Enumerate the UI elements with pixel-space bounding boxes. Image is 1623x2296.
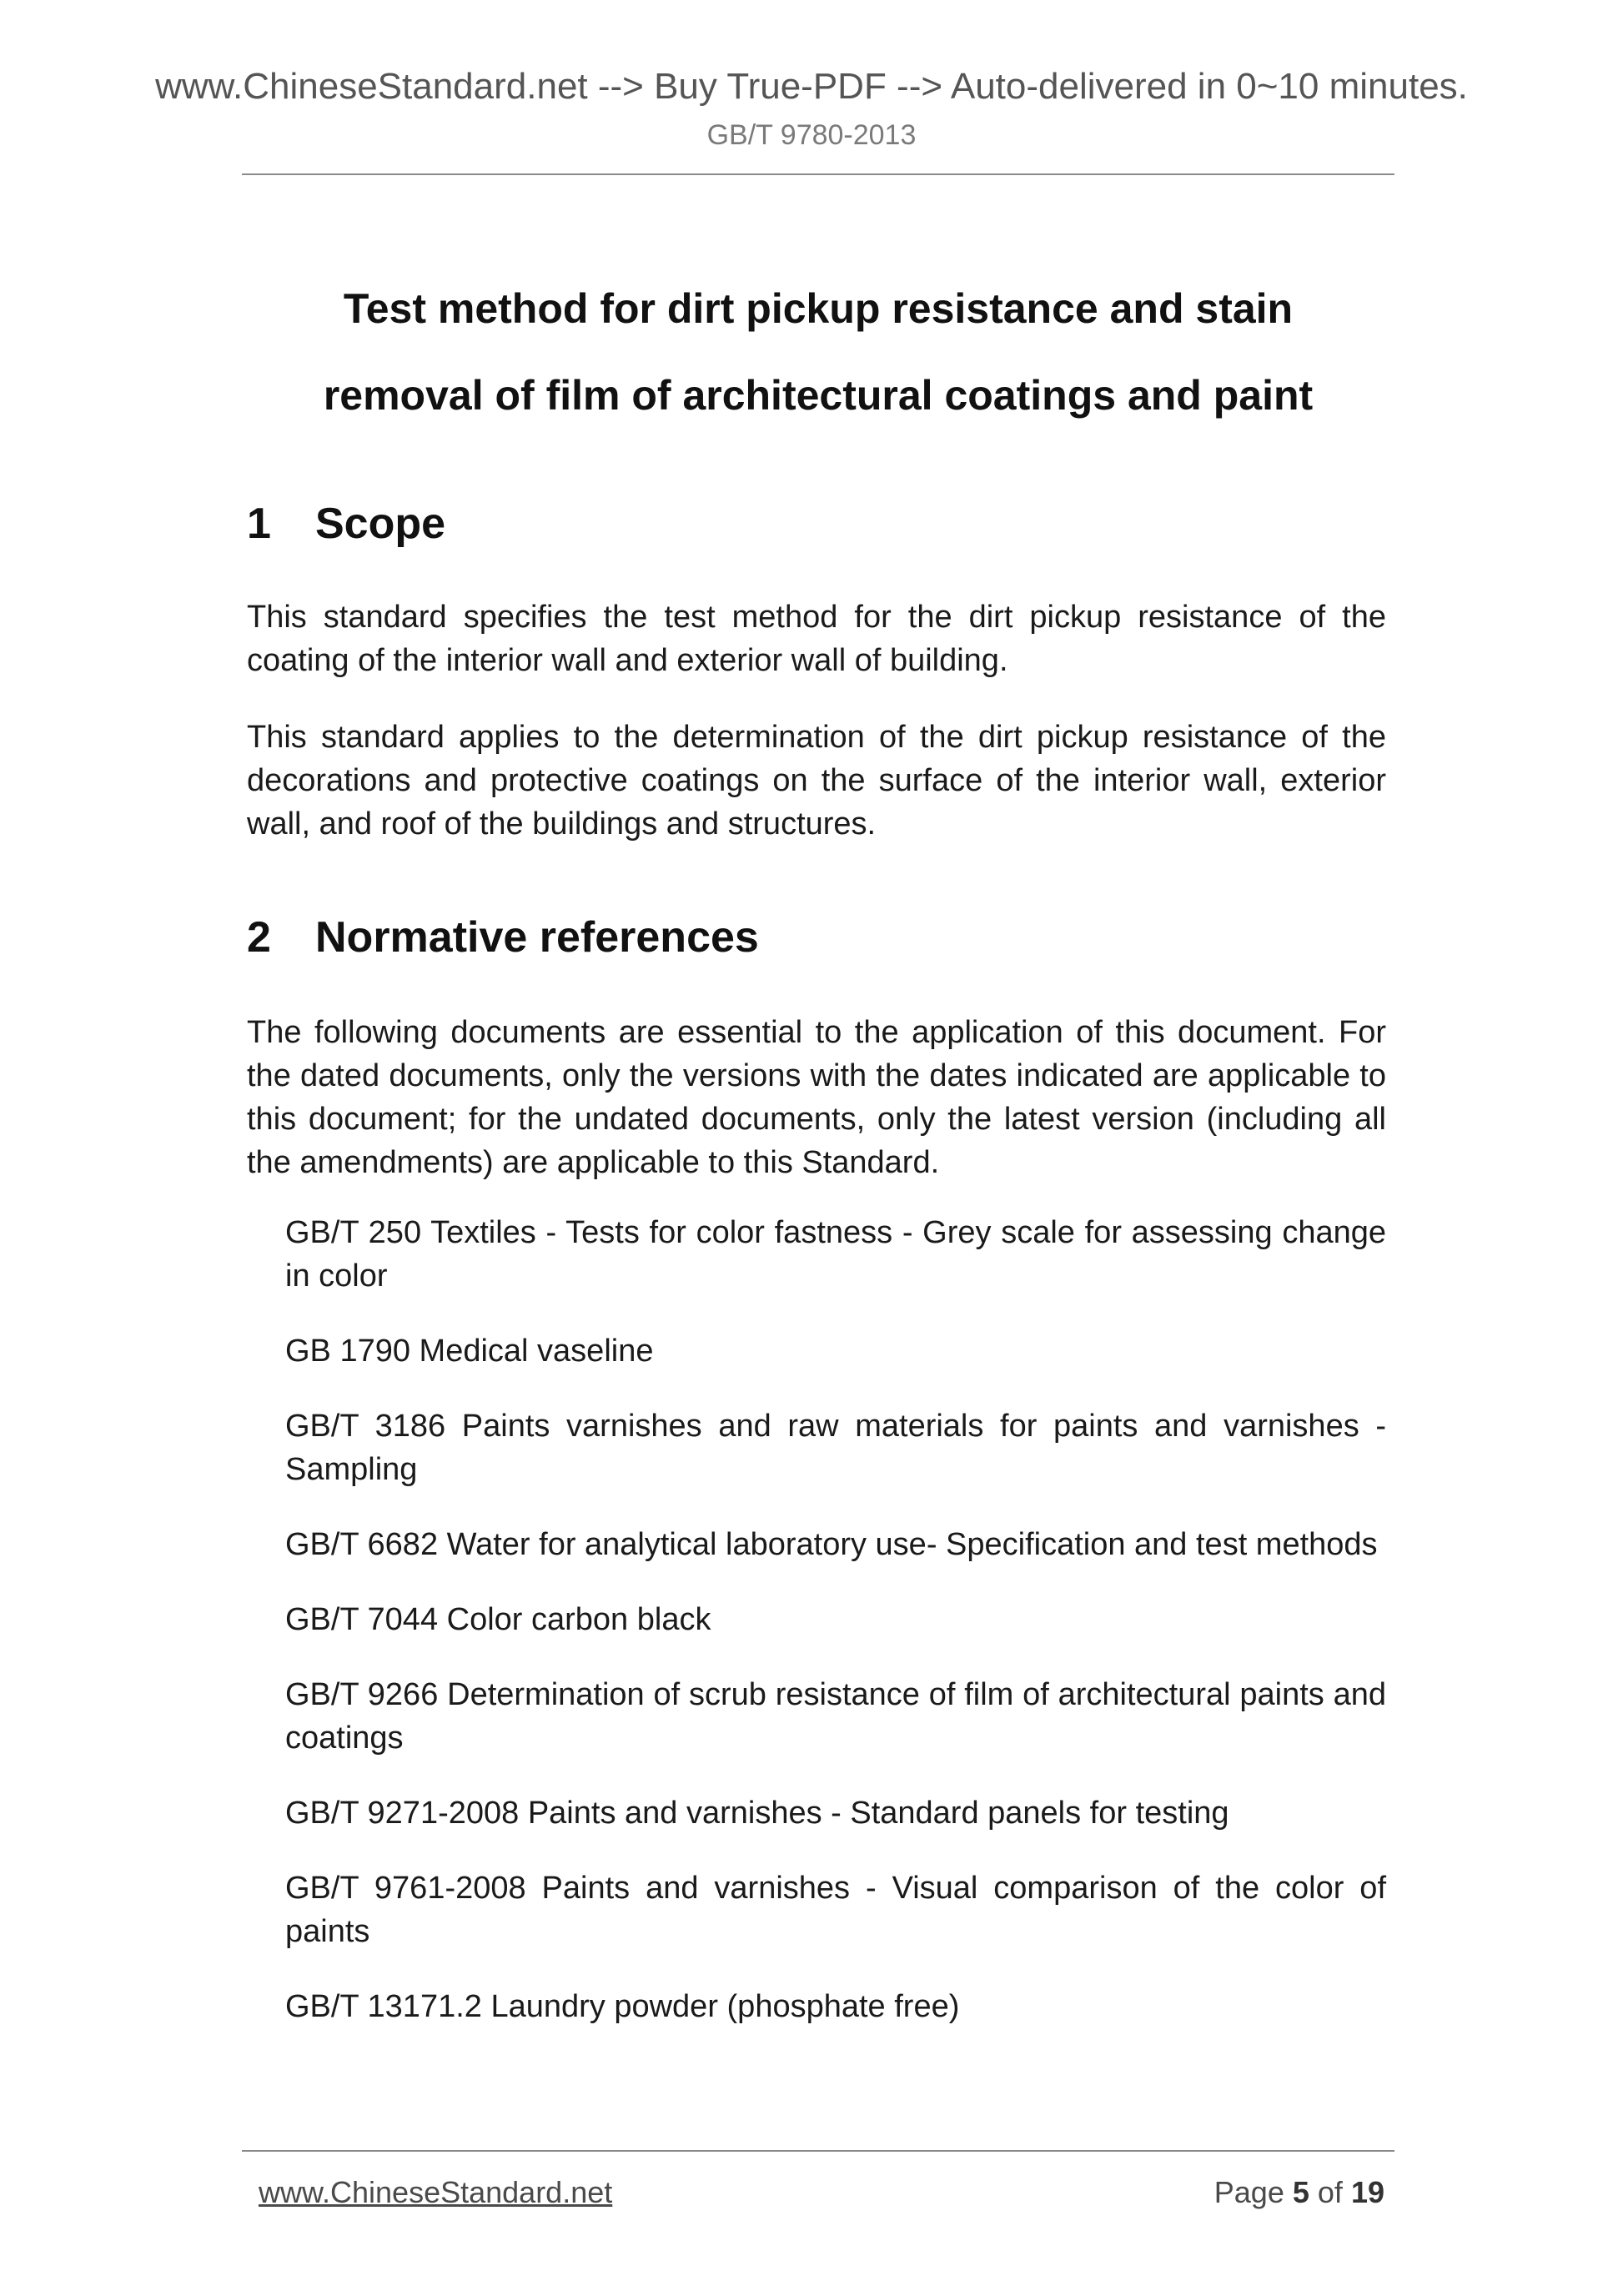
page-number	[1214, 2173, 1384, 2212]
reference-item: GB/T 3186 Paints varnishes and raw materials for paints and varnishes - Sampling	[285, 1409, 1386, 1487]
document-title-line-1: Test method for dirt pickup resistance and stain	[343, 285, 1294, 332]
reference-item: GB/T 9761-2008 Paints and varnishes - Visual comparison of the color of paints	[285, 1871, 1386, 1949]
header-banner[interactable]: www.ChineseStandard.net --> Buy True-PDF --> Auto-delivered in 0~10 minutes.	[155, 66, 1468, 107]
scope-paragraph-1: This standard specifies the test method for the dirt pickup resistance of the coating of the interior wall and exterior wall of building.	[247, 600, 1386, 678]
section-number: 2	[247, 913, 271, 962]
document-title-line-2: removal of film of architectural coatings and paint	[323, 372, 1314, 419]
section-title: Scope	[315, 500, 446, 548]
page-of: of	[1317, 2175, 1343, 2209]
footer-site-link[interactable]: www.ChineseStandard.net	[259, 2175, 613, 2209]
standard-code: GB/T 9780-2013	[706, 119, 917, 151]
reference-item: GB/T 6682 Water for analytical laboratory use- Specification and test methods	[285, 1527, 1378, 1562]
section-heading-normative-references	[247, 911, 759, 964]
page-prefix: Page	[1213, 2175, 1284, 2209]
header-divider	[242, 173, 1394, 175]
reference-item: GB/T 9271-2008 Paints and varnishes - Standard panels for testing	[285, 1796, 1229, 1831]
reference-item: GB/T 13171.2 Laundry powder (phosphate free)	[285, 1989, 960, 2024]
page-current: 5	[1292, 2175, 1309, 2209]
section-number: 1	[247, 500, 271, 548]
reference-item: GB/T 9266 Determination of scrub resistance of film of architectural paints and coatings	[285, 1677, 1386, 1756]
section-title: Normative references	[315, 913, 759, 962]
normative-intro-paragraph: The following documents are essential to the application of this document. For the dated documents, only the versions with the dates indicated are applicable to this document; for the undated documents, only the latest version (including all the amendments) are applicable to this Standard.	[247, 1015, 1386, 1180]
reference-item: GB 1790 Medical vaseline	[285, 1334, 654, 1369]
scope-paragraph-2: This standard applies to the determination of the dirt pickup resistance of the decorations and protective coatings on the surface of the interior wall, exterior wall, and roof of the buildings and structures.	[247, 720, 1386, 842]
footer-divider	[242, 2150, 1394, 2152]
reference-item: GB/T 250 Textiles - Tests for color fastness - Grey scale for assessing change in color	[285, 1215, 1386, 1294]
reference-item: GB/T 7044 Color carbon black	[285, 1602, 711, 1637]
reference-list	[285, 1211, 1386, 2060]
document-title	[242, 265, 1394, 439]
page-total: 19	[1350, 2175, 1384, 2209]
section-heading-scope	[247, 497, 445, 550]
